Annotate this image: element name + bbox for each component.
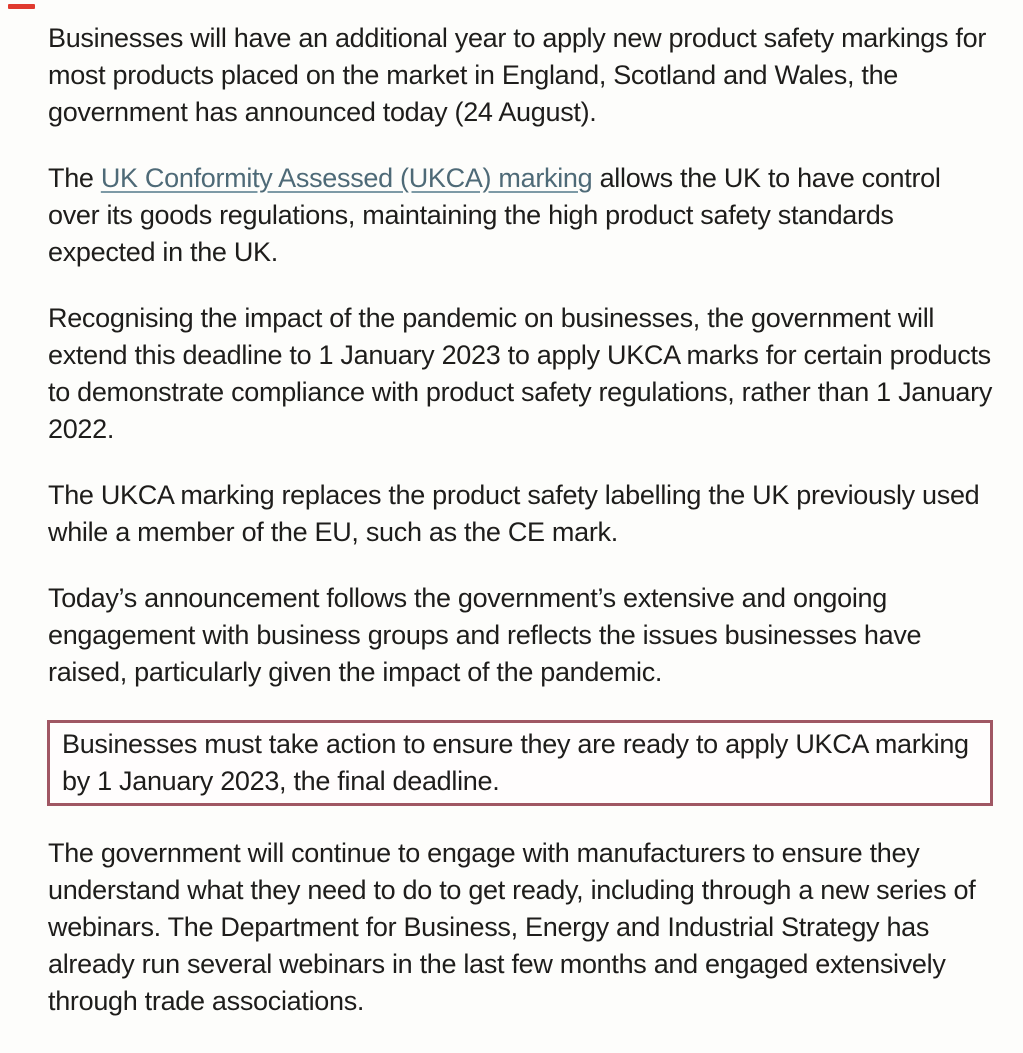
- ukca-marking-link[interactable]: UK Conformity Assessed (UKCA) marking: [100, 163, 593, 193]
- highlighted-paragraph: Businesses must take action to ensure they are ready to apply UKCA marking by 1 January 2023, the final deadline.: [47, 720, 993, 806]
- paragraph-deadline-extension: Recognising the impact of the pandemic on businesses, the government will extend this deadline to 1 January 2023 to apply UKCA marks for certain products to demonstrate compliance with product safety regulations, rather than 1 January 2022.: [48, 303, 993, 444]
- paragraph-webinars: The government will continue to engage with manufacturers to ensure they understand what they need to do to get ready, including through a new series of webinars. The Department for Business, Energy and Industrial Strategy has already run several webinars in the last few months and engaged extensively through trade associations.: [48, 838, 976, 1016]
- red-annotation-mark: [8, 4, 35, 9]
- paragraph-engagement: Today’s announcement follows the government’s extensive and ongoing engagement with business groups and reflects the issues businesses have raised, particularly given the impact of the pandemic.: [48, 583, 922, 687]
- paragraph-text-after-link: allows the UK to have control over its goods regulations, maintaining the high product safety standards expected in the UK.: [48, 163, 941, 267]
- paragraph-ukca-link: [48, 160, 993, 271]
- paragraph-intro: Businesses will have an additional year to apply new product safety markings for most products placed on the market in England, Scotland and Wales, the government has announced today (24 August).: [48, 23, 987, 127]
- paragraph-text-before-link: The: [48, 163, 101, 193]
- paragraph-ce-mark: The UKCA marking replaces the product safety labelling the UK previously used while a member of the EU, such as the CE mark.: [48, 480, 980, 547]
